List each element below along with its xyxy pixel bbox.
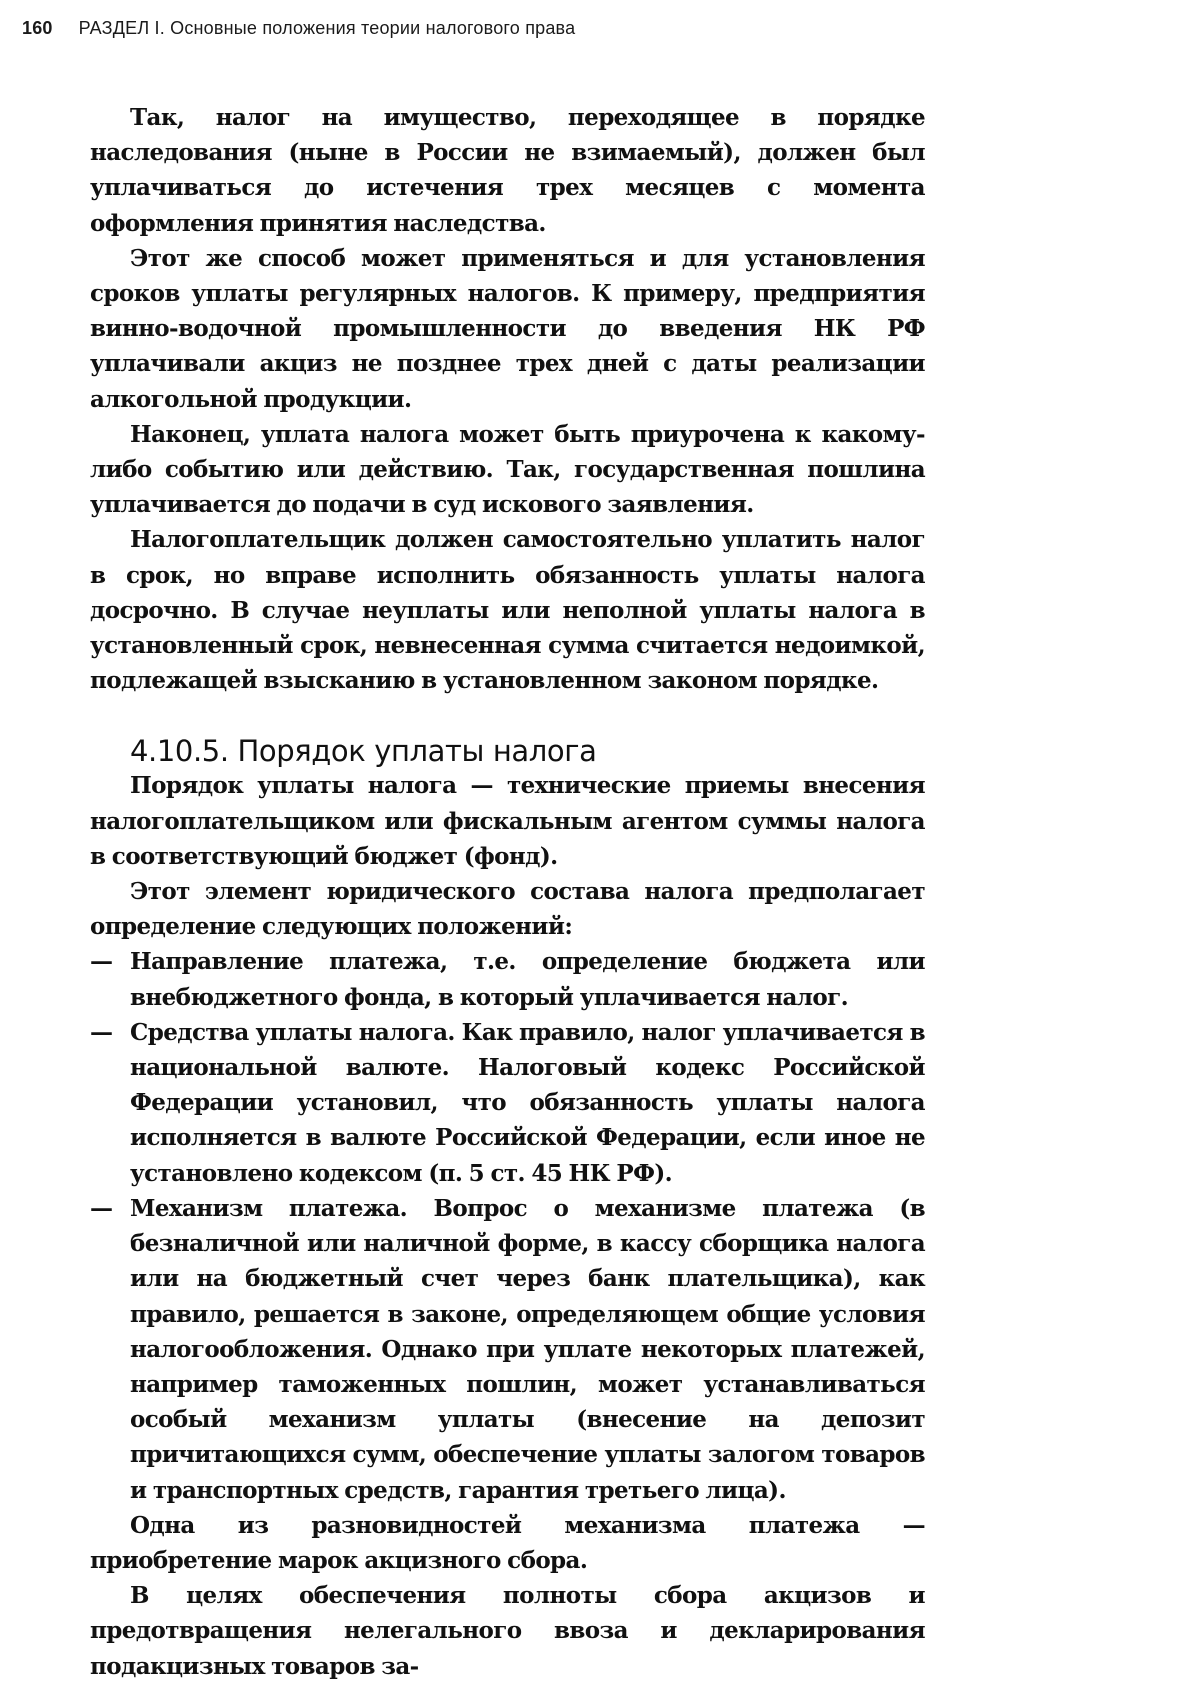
list-item-text: Средства уплаты налога. Как правило, налог уплачивается в национальной валюте. Налоговый кодекс Российской Федерации установил, что обязанность уплаты налога исполняется в валюте Российской Федерации, если иное не установлено кодексом (п. 5 ст. 45 НК РФ). xyxy=(130,1018,925,1187)
list-item-text: Направление платежа, т.е. определение бюджета или внебюджетного фонда, в который уплачивается налог. xyxy=(130,948,925,1011)
paragraph: Налогоплательщик должен самостоятельно уплатить налог в срок, но вправе исполнить обязанность уплаты налога досрочно. В случае неуплаты или неполной уплаты налога в установленный срок, невнесенная сумма считается недоимкой, подлежащей взысканию в установленном законом порядке. xyxy=(90,526,925,695)
section-heading: 4.10.5. Порядок уплаты налога xyxy=(130,734,597,769)
list-dash: — xyxy=(90,1018,113,1046)
paragraph: Наконец, уплата налога может быть приурочена к какому-либо событию или действию. Так, государственная пошлина уплачивается до подачи в суд искового заявления. xyxy=(90,420,925,519)
paragraph: В целях обеспечения полноты сбора акцизов и предотвращения нелегального ввоза и декларирования подакцизных товаров за- xyxy=(90,1582,925,1680)
list-item xyxy=(90,944,925,1014)
paragraph: Порядок уплаты налога — технические приемы внесения налогоплательщиком или фискальным агентом суммы налога в соответствующий бюджет (фонд). xyxy=(90,772,925,870)
list-item-text: Механизм платежа. Вопрос о механизме платежа (в безналичной или наличной форме, в кассу сборщика налога или на бюджетный счет через банк плательщика), как правило, решается в законе, определяющем общие условия налогообложения. Однако при уплате некоторых платежей, например таможенных пошлин, может устанавливаться особый механизм уплаты (внесение на депозит причитающихся сумм, обеспечение уплаты залогом товаров и транспортных средств, гарантия третьего лица). xyxy=(130,1194,925,1504)
list-item xyxy=(90,1015,925,1191)
paragraph: Так, налог на имущество, переходящее в порядке наследования (ныне в России не взимаемый), должен был уплачиваться до истечения трех месяцев с момента оформления принятия наследства. xyxy=(90,104,925,237)
list-dash: — xyxy=(90,948,113,976)
paragraph: Этот элемент юридического состава налога предполагает определение следующих положений: xyxy=(90,878,925,941)
page-body xyxy=(90,100,925,1684)
list-item xyxy=(90,1191,925,1508)
list-dash: — xyxy=(90,1194,113,1222)
paragraph: Этот же способ может применяться и для установления сроков уплаты регулярных налогов. К примеру, предприятия винно-водочной промышленности до введения НК РФ уплачивали акциз не позднее трех дней с даты реализации алкогольной продукции. xyxy=(90,244,925,413)
paragraph: Одна из разновидностей механизма платежа — приобретение марок акцизного сбора. xyxy=(90,1511,925,1574)
page-number: 160 xyxy=(22,18,53,38)
running-header xyxy=(22,18,575,39)
running-title: РАЗДЕЛ I. Основные положения теории налогового права xyxy=(78,18,576,38)
